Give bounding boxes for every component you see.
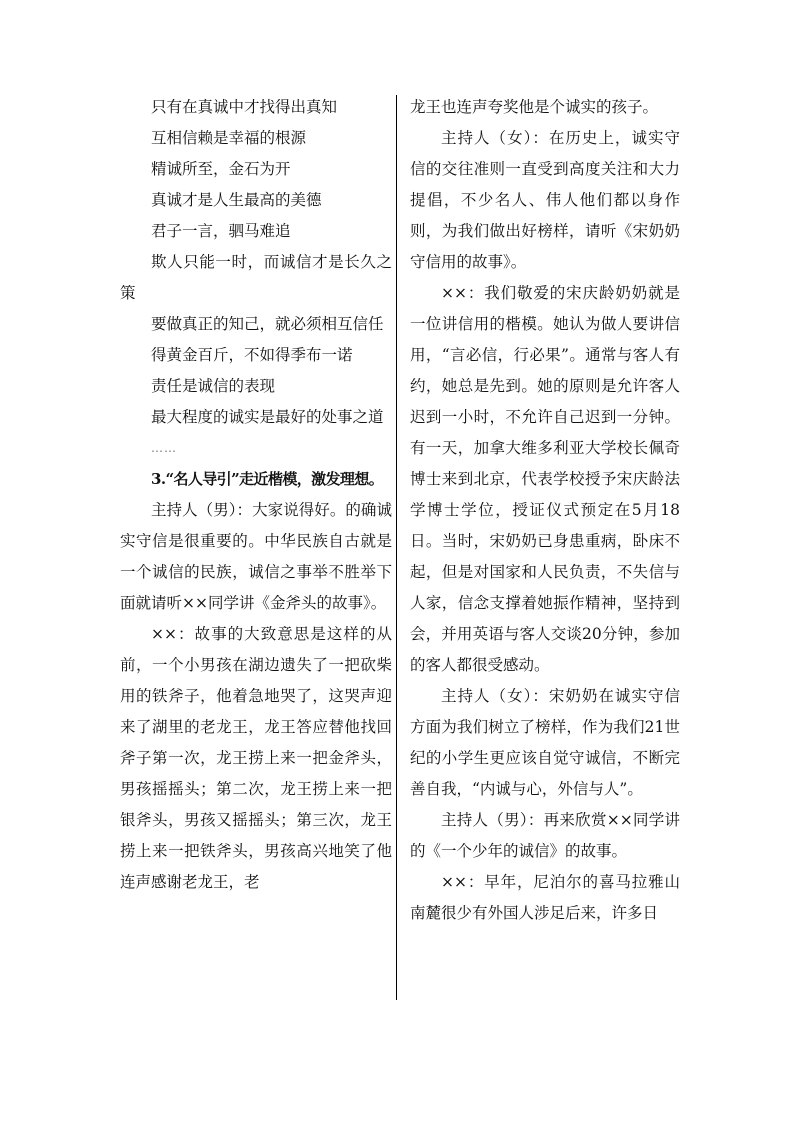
quote-line: 精诚所至，金石为开 [151,160,291,178]
host-female-history-paragraph: 主持人（女）：在历史上，诚实守信的交往准则一直受到高度关注和大力提倡，不少名人、伟人他们都以身作则，为我们做出好榜样，请听《宋奶奶守信用的故事》。 [410,129,680,271]
quote-line: 要做真正的知己，就必须相互信任 [151,315,384,333]
golden-axe-story-paragraph: ××：故事的大致意思是这样的从前，一个小男孩在湖边遗失了一把砍柴用的铁斧子，他着急地哭了，这哭声迎来了湖里的老龙王，龙王答应替他找回斧子第一次，龙王捞上来一把金斧头，男孩摇摇头；第二次，龙王捞上来一把银斧头，男孩又摇摇头；第三次，龙王捞上来一把铁斧头，男孩高兴地笑了他连声感谢老龙王，老 [120,625,392,891]
host-male-next-paragraph: 主持人（男）：再来欣赏××同学讲的《一个少年的诚信》的故事。 [410,811,680,860]
section-heading: 3.“名人导引”走近楷模，激发理想。 [151,470,384,488]
quote-line: 互相信赖是幸福的根源 [151,129,307,147]
quote-line: 责任是诚信的表现 [151,377,276,395]
host-female-summary-paragraph: 主持人（女）：宋奶奶在诚实守信方面为我们树立了榜样，作为我们21世纪的小学生更应该自觉守诚信，不断完善自我，“内诚与心，外信与人”。 [410,687,680,798]
quote-line: 只有在真诚中才找得出真知 [151,98,338,116]
quote-line: 最大程度的诚实是最好的处事之道 [151,408,384,426]
youth-story-paragraph: ××：早年，尼泊尔的喜马拉雅山南麓很少有外国人涉足后来，许多日 [410,873,680,922]
right-column [410,92,680,929]
soong-story-paragraph: ××：我们敬爱的宋庆龄奶奶就是一位讲信用的楷模。她认为做人要讲信用，“言必信，行必果”。通常与客人有约，她总是先到。她的原则是允许客人迟到一小时，不允许自己迟到一分钟。有一天，加拿大维多利亚大学校长佩奇博士来到北京，代表学校授予宋庆龄法学博士学位，授证仪式预定在5月18日。当时，宋奶奶已身患重病，卧床不起，但是对国家和人民负责，不失信与人家，信念支撑着她振作精神，坚持到会，并用英语与客人交谈20分钟，参加的客人都很受感动。 [410,284,680,674]
quote-line: 真诚才是人生最高的美德 [151,191,322,209]
quote-line: 欺人只能一时，而诚信才是长久之策 [120,253,392,302]
left-column [120,92,392,898]
quote-line: 君子一言，驷马难追 [151,222,291,240]
column-divider [396,95,397,1000]
quote-line: 得黄金百斤，不如得季布一诺 [151,346,353,364]
host-male-intro-paragraph: 主持人（男）：大家说得好。的确诚实守信是很重要的。中华民族自古就是一个诚信的民族，诚信之事举不胜举下面就请听××同学讲《金斧头的故事》。 [120,501,392,612]
ellipsis: …… [151,441,177,455]
story-continuation: 龙王也连声夸奖他是个诚实的孩子。 [410,98,659,116]
